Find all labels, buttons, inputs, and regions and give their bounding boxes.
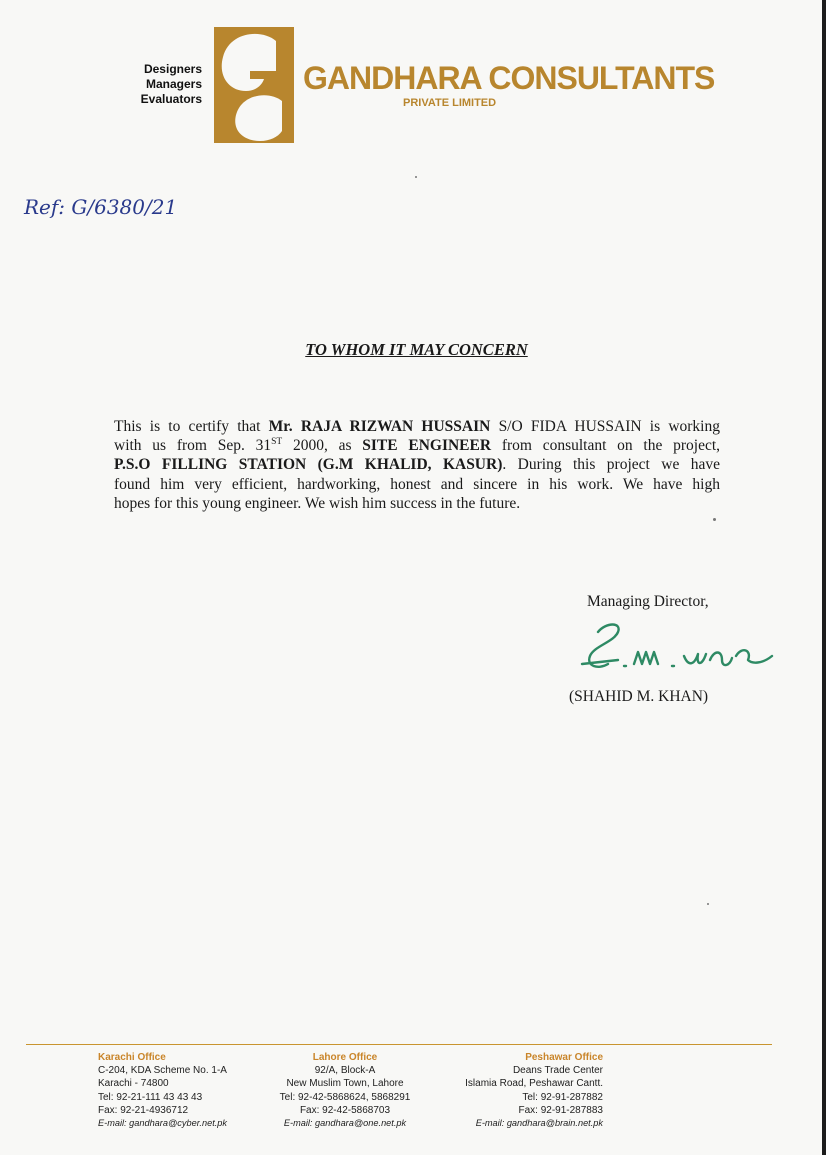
body-line: [114, 455, 720, 474]
office-email: E-mail: gandhara@brain.net.pk: [475, 1118, 603, 1129]
body-text-fragment: . During this project we have: [502, 456, 720, 474]
company-tagline: [126, 62, 202, 107]
signer-name: (SHAHID M. KHAN): [569, 688, 709, 705]
office-address-line: 92/A, Block-A: [314, 1065, 376, 1077]
project-name: P.S.O FILLING STATION (G.M KHALID, KASUR): [114, 456, 503, 474]
body-text-fragment: This is to certify that: [114, 418, 269, 435]
office-name: Karachi Office: [98, 1052, 166, 1063]
gc-logo: [214, 27, 294, 143]
tagline-line: Designers: [143, 62, 202, 76]
office-phone: Tel: 92-91-287882: [522, 1091, 603, 1103]
office-name: Peshawar Office: [525, 1052, 603, 1063]
body-line: [114, 436, 720, 455]
office-address-line: Karachi - 74800: [98, 1078, 169, 1090]
body-text-fragment: with us from Sep. 31: [114, 437, 272, 455]
office-peshawar: [445, 1051, 603, 1130]
office-phone: Tel: 92-21-111 43 43 43: [98, 1091, 203, 1103]
scan-speck: [415, 176, 417, 178]
reference-text: Ref: G/6380/21: [24, 195, 178, 219]
office-karachi: [98, 1051, 227, 1130]
office-fax: Fax: 92-42-5868703: [299, 1104, 391, 1116]
body-line: hopes for this young engineer. We wish him success in the future.: [114, 494, 521, 512]
letter-body: [114, 417, 720, 513]
office-name: Lahore Office: [312, 1052, 378, 1063]
signature: [576, 616, 776, 682]
scan-speck: [707, 903, 709, 905]
letter-heading: TO WHOM IT MAY CONCERN: [305, 340, 528, 359]
office-fax: Fax: 92-21-4936712: [98, 1104, 189, 1116]
office-email: E-mail: gandhara@one.net.pk: [283, 1118, 407, 1129]
body-line: found him very efficient, hardworking, honest and sincere in his work. We have high: [114, 475, 720, 493]
company-subtitle: PRIVATE LIMITED: [403, 97, 497, 109]
employee-role: SITE ENGINEER: [362, 437, 492, 455]
office-email: E-mail: gandhara@cyber.net.pk: [98, 1118, 227, 1129]
body-text-fragment: from consultant on the project,: [491, 437, 721, 455]
footer-divider: [26, 1044, 772, 1045]
office-fax: Fax: 92-91-287883: [518, 1104, 603, 1116]
tagline-line: Evaluators: [140, 92, 202, 106]
scan-speck: [713, 518, 716, 521]
scan-edge: [822, 0, 826, 1155]
office-address-line: Deans Trade Center: [512, 1065, 603, 1077]
company-name: GANDHARA CONSULTANTS: [303, 60, 715, 96]
body-text-fragment: 2000, as: [282, 437, 363, 455]
office-address-line: C-204, KDA Scheme No. 1-A: [98, 1065, 227, 1077]
closing-title: Managing Director,: [587, 593, 709, 610]
tagline-line: Managers: [145, 77, 202, 91]
office-address-line: New Muslim Town, Lahore: [286, 1078, 404, 1090]
office-phone: Tel: 92-42-5868624, 5868291: [279, 1091, 411, 1103]
body-text-fragment: S/O FIDA HUSSAIN is working: [490, 418, 720, 435]
date-superscript: ST: [271, 437, 283, 448]
handwritten-reference: [22, 190, 192, 222]
office-lahore: [265, 1051, 425, 1130]
employee-name: Mr. RAJA RIZWAN HUSSAIN: [268, 418, 491, 435]
body-line: [114, 417, 720, 436]
office-address-line: Islamia Road, Peshawar Cantt.: [465, 1078, 603, 1090]
